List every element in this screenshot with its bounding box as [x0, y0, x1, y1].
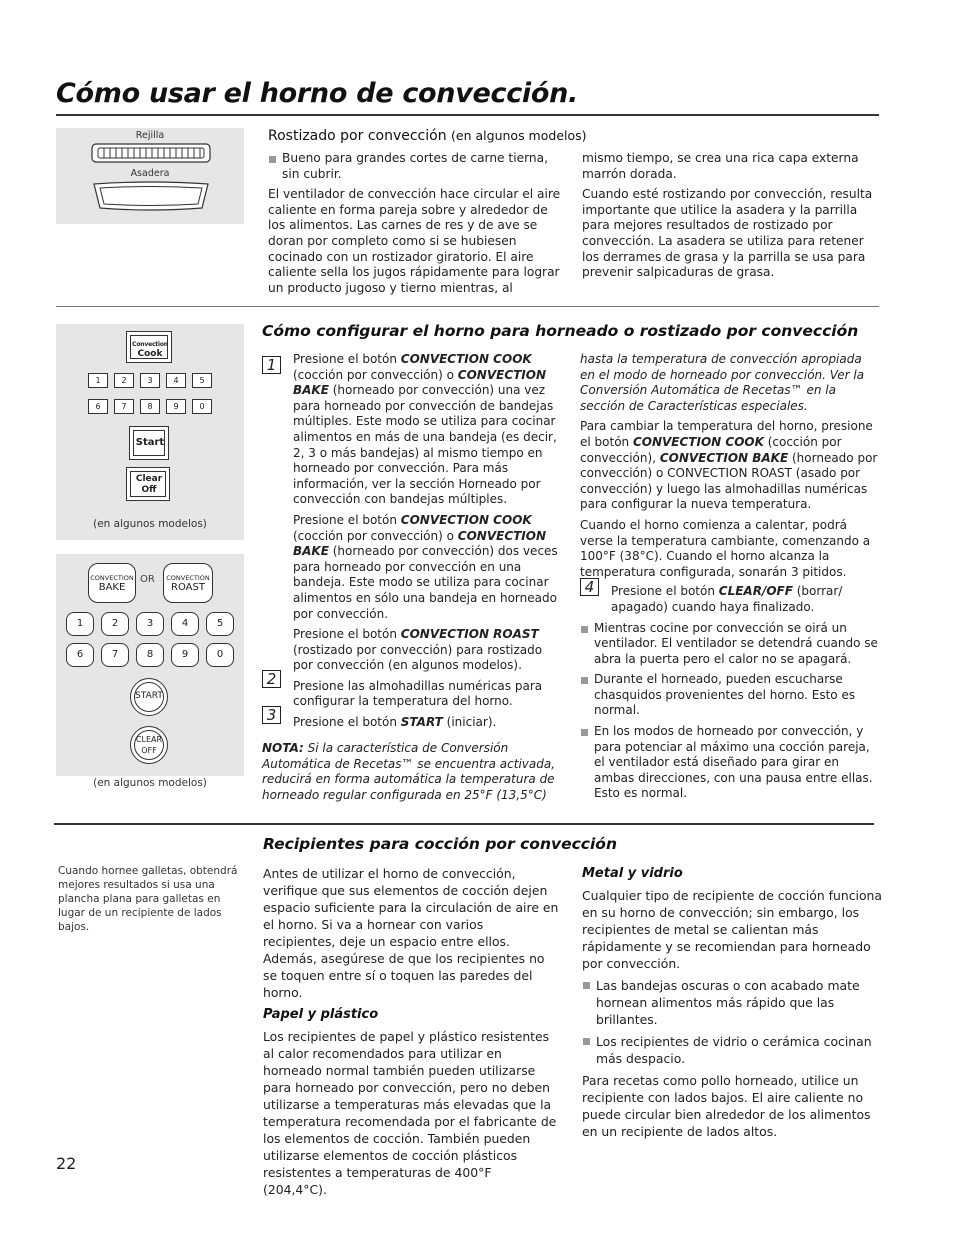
key-8[interactable]: 8: [140, 399, 160, 414]
step-2-marker: 2: [262, 670, 281, 688]
steps-col1: [293, 352, 565, 736]
clear-off-key[interactable]: [130, 726, 168, 764]
step-4: Presione el botón CLEAR/OFF (borrar/ apagado) cuando haya finalizado.: [611, 584, 843, 614]
metal-text: Cualquier tipo de recipiente de cocción funciona en su horno de convección; sin embargo, los recipientes de metal se calientan más rápidamente y se recomiendan para horneado por convección.: [582, 888, 882, 971]
start-key[interactable]: [130, 678, 168, 716]
start-key-label: START: [135, 691, 163, 701]
convection-bake-top: CONVECTION: [90, 574, 134, 582]
cookie-side-note: Cuando hornee galletas, obtendrá mejores resultados si usa una plancha plana para galletas en lugar de un recipiente de lados bajos.: [58, 865, 238, 933]
off-key-label: OFF: [141, 746, 157, 755]
nota-label: NOTA:: [262, 741, 304, 755]
rack-pan-illustration: [56, 128, 244, 224]
key-3[interactable]: 3: [136, 612, 164, 636]
convection-roast-bottom: ROAST: [171, 582, 205, 593]
key-3[interactable]: 3: [140, 373, 160, 388]
roast-heading: [268, 128, 587, 144]
nota-text: Si la característica de Conversión Automática de Recetas™ se encuentra activada, reducirá en forma automática la temperatura de horneado regular configurada en 25°F (13,5°C): [262, 741, 556, 802]
steps-col2: [580, 352, 880, 807]
paper-text: Los recipientes de papel y plástico resistentes al calor recomendados para utilizar en horneado normal también pueden utilizarse para horneado por convección, pero no deben utilizarse a temperaturas más elevadas que la temperatura recomendada por el fabricante de los elementos de cocción. También pueden utilizarse elementos de cocción plásticos resistentes a temperaturas de 400°F (204,4°C).: [263, 1029, 557, 1197]
glass-bullet: Los recipientes de vidrio o cerámica cocinan más despacio.: [582, 1033, 882, 1067]
step-4-marker: 4: [580, 578, 599, 596]
off-key-label: Off: [141, 485, 157, 495]
key-9[interactable]: 9: [171, 643, 199, 667]
roast-col2: [582, 151, 878, 286]
roast-heading-note: (en algunos modelos): [451, 128, 587, 143]
change-temp: Para cambiar la temperatura del horno, presione el botón CONVECTION COOK (cocción por convección), CONVECTION BAKE (horneado por convección) o CONVECTION ROAST (asado por convección) y luego las almohadillas numéricas para configurar la nueva temperatura.: [580, 419, 878, 512]
section-divider-2: [54, 823, 874, 825]
cookware-col1: [263, 865, 559, 1203]
rack-icon: [90, 141, 212, 165]
convection-cook-key-bottom: Cook: [137, 349, 163, 359]
key-1[interactable]: 1: [88, 373, 108, 388]
key-0[interactable]: 0: [192, 399, 212, 414]
key-7[interactable]: 7: [101, 643, 129, 667]
convection-bake-bottom: BAKE: [98, 582, 126, 593]
convection-bake-key[interactable]: [88, 563, 136, 603]
step-2: Presione las almohadillas numéricas para configurar la temperatura del horno.: [293, 678, 543, 709]
nota-continued: hasta la temperatura de convección apropiada en el modo de horneado por convección. Ver la Conversión Automática de Recetas™ en la sección de Características especiales.: [580, 352, 865, 413]
key-1[interactable]: 1: [66, 612, 94, 636]
cookware-col2: [582, 865, 882, 1145]
clear-key-label: CLEAR: [135, 735, 163, 744]
convection-cook-key-top: Convection: [132, 341, 168, 348]
key-0[interactable]: 0: [206, 643, 234, 667]
step-1c: Presione el botón CONVECTION ROAST (rostizado por convección) para rostizado por convección (en algunos modelos).: [293, 627, 543, 673]
key-4[interactable]: 4: [166, 373, 186, 388]
step-1b: Presione el botón CONVECTION COOK (cocción por convección) o CONVECTION BAKE (horneado por convección) dos veces para horneado por convección en una bandeja. Este modo se utiliza para cocinar alimentos en sólo una bandeja en horneado por convección.: [293, 512, 558, 621]
convection-cook-key[interactable]: [126, 331, 172, 363]
fan-bullet: Mientras cocine por convección se oirá un ventilador. El ventilador se detendrá cuando se abra la puerta pero el calor no se apagará.: [580, 621, 880, 668]
clear-off-key[interactable]: [126, 467, 170, 501]
convection-setup-heading: Cómo configurar el horno para horneado o rostizado por convección: [262, 322, 859, 340]
roast-para-cont: mismo tiempo, se crea una rica capa externa marrón dorada.: [582, 151, 859, 181]
key-6[interactable]: 6: [66, 643, 94, 667]
title-rule: [56, 114, 879, 116]
start-key[interactable]: [129, 426, 169, 460]
control-panel-2: [56, 554, 244, 776]
roast-col1: [268, 151, 562, 301]
key-2[interactable]: 2: [114, 373, 134, 388]
roast-para2: Cuando esté rostizando por convección, resulta importante que utilice la asadera y la parrilla para mejores resultados de rostizado por convección. La asadera se utiliza para retener los derrames de grasa y la parrilla se usa para prevenir salpicaduras de grasa.: [582, 187, 873, 280]
key-2[interactable]: 2: [101, 612, 129, 636]
key-7[interactable]: 7: [114, 399, 134, 414]
metal-heading: Metal y vidrio: [582, 866, 683, 881]
clear-key-label: Clear: [135, 474, 163, 484]
page-title: Cómo usar el horno de convección.: [56, 78, 579, 109]
step-3-marker: 3: [262, 706, 281, 724]
noise-bullet: Durante el horneado, pueden escucharse chasquidos provenientes del horno. Esto es normal.: [580, 672, 880, 719]
step-1a: Presione el botón CONVECTION COOK (cocción por convección) o CONVECTION BAKE (horneado por convección) una vez para horneado por convección de bandejas múltiples. Este modo se utiliza para cocinar alimentos en más de una bandeja (es decir, 2, 3 o más bandejas) al mismo tiempo en horneado por convección. Para más información, ver la sección Horneado por convección con bandejas múltiples.: [293, 352, 557, 507]
key-4[interactable]: 4: [171, 612, 199, 636]
closing-text: Para recetas como pollo horneado, utilice un recipiente con lados bajos. El aire caliente no puede circular bien alrededor de los alimentos en un recipiente de lados altos.: [582, 1073, 871, 1139]
convection-roast-top: CONVECTION: [166, 574, 210, 582]
roast-heading-text: Rostizado por convección: [268, 128, 447, 144]
roast-bullet: Bueno para grandes cortes de carne tierna, sin cubrir.: [268, 151, 562, 182]
key-5[interactable]: 5: [206, 612, 234, 636]
key-5[interactable]: 5: [192, 373, 212, 388]
broiler-pan-icon: [88, 180, 214, 214]
panel2-caption: (en algunos modelos): [93, 777, 207, 789]
direction-bullet: En los modos de horneado por convección, y para potenciar al máximo una cocción pareja, el ventilador está diseñado para girar en ambas direcciones, con una pausa entre ellas. Esto es normal.: [580, 724, 880, 802]
panel1-caption: (en algunos modelos): [93, 518, 207, 530]
or-label: OR: [140, 574, 155, 585]
rack-label: Rejilla: [135, 130, 165, 141]
dark-pans-bullet: Las bandejas oscuras o con acabado mate hornean alimentos más rápido que las brillantes.: [582, 977, 882, 1028]
key-9[interactable]: 9: [166, 399, 186, 414]
nota: [262, 741, 558, 803]
preheat-note: Cuando el horno comienza a calentar, podrá verse la temperatura cambiante, comenzando a 100°F (38°C). Cuando el horno alcanza la temperatura configurada, sonarán 3 pitidos.: [580, 517, 871, 579]
key-8[interactable]: 8: [136, 643, 164, 667]
page-number: 22: [56, 1154, 77, 1173]
start-key-label: Start: [135, 437, 165, 448]
roast-para: El ventilador de convección hace circular el aire caliente en forma pareja sobre y alrededor de los alimentos. Las carnes de res y de ave se doran por completo como si se hubiesen cocinado con un rostizador giratorio. El aire caliente sella los jugos rápidamente para lograr un producto jugoso y tierno mientras, al: [268, 187, 561, 295]
paper-heading: Papel y plástico: [263, 1007, 379, 1022]
cookware-intro: Antes de utilizar el horno de convección, verifique que sus elementos de cocción dejen espacio suficiente para la circulación de aire en el horno. Si va a hornear con varios recipientes, deje un espacio entre ellos. Además, asegúrese de que los recipientes no se toquen entre sí o toquen las paredes del horno.: [263, 866, 559, 1000]
convection-roast-key[interactable]: [163, 563, 213, 603]
control-panel-1: [56, 324, 244, 540]
step-3: Presione el botón START (iniciar).: [293, 715, 497, 730]
cookware-heading: Recipientes para cocción por convección: [263, 835, 617, 853]
pan-label: Asadera: [130, 168, 170, 179]
key-6[interactable]: 6: [88, 399, 108, 414]
step-1-marker: 1: [262, 356, 281, 374]
section-divider-1: [56, 306, 879, 307]
